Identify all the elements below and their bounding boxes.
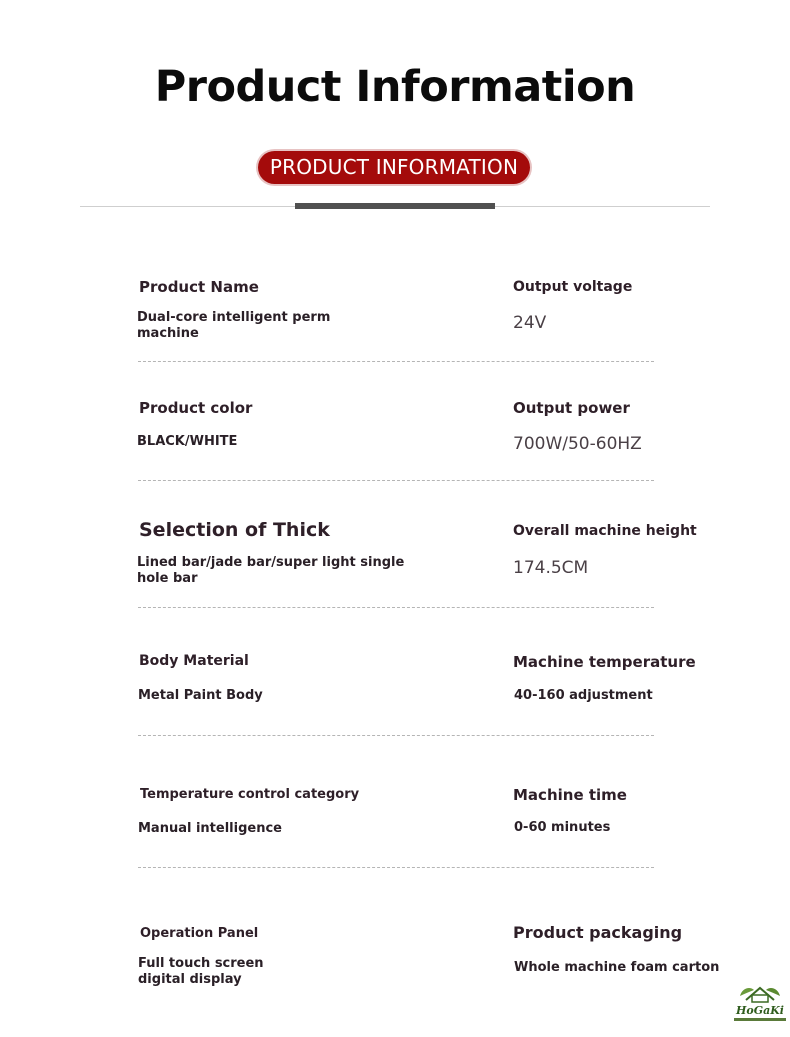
divider-accent xyxy=(295,203,495,209)
spec-label-body-material: Body Material xyxy=(139,653,249,669)
leaf-house-icon xyxy=(732,982,788,1004)
logo-text: HoGaKi xyxy=(736,1004,784,1017)
row-divider xyxy=(138,735,654,736)
spec-value-operation-panel: Full touch screen digital display xyxy=(138,956,264,987)
spec-label-output-power: Output power xyxy=(513,399,630,417)
spec-label-selection-of-thick: Selection of Thick xyxy=(139,519,330,541)
row-divider xyxy=(138,361,654,362)
spec-label-machine-temperature: Machine temperature xyxy=(513,653,696,671)
spec-label-machine-time: Machine time xyxy=(513,786,627,804)
spec-label-operation-panel: Operation Panel xyxy=(140,926,259,941)
spec-label-product-name: Product Name xyxy=(139,278,259,296)
spec-value-output-power: 700W/50-60HZ xyxy=(513,434,642,454)
page-title: Product Information xyxy=(154,62,636,112)
spec-value-temperature-control: Manual intelligence xyxy=(138,821,282,836)
spec-label-product-color: Product color xyxy=(139,399,253,417)
spec-value-selection-of-thick: Lined bar/jade bar/super light single hole bar xyxy=(137,555,405,586)
spec-label-temperature-control: Temperature control category xyxy=(140,787,360,802)
row-divider xyxy=(138,867,654,868)
row-divider xyxy=(138,480,654,481)
spec-label-overall-height: Overall machine height xyxy=(513,523,697,539)
spec-label-output-voltage: Output voltage xyxy=(513,279,633,295)
spec-label-product-packaging: Product packaging xyxy=(513,923,683,942)
spec-value-body-material: Metal Paint Body xyxy=(138,688,263,703)
spec-value-product-packaging: Whole machine foam carton xyxy=(514,960,720,975)
spec-value-product-name: Dual-core intelligent perm machine xyxy=(137,310,331,341)
spec-value-machine-temperature: 40-160 adjustment xyxy=(514,688,653,703)
spec-value-overall-height: 174.5CM xyxy=(513,558,589,578)
brand-logo xyxy=(732,982,788,1026)
logo-underline xyxy=(734,1018,786,1021)
spec-value-product-color: BLACK/WHITE xyxy=(137,434,238,449)
section-badge: PRODUCT INFORMATION xyxy=(258,151,530,184)
spec-value-machine-time: 0-60 minutes xyxy=(514,820,611,835)
row-divider xyxy=(138,607,654,608)
spec-value-output-voltage: 24V xyxy=(513,313,547,333)
